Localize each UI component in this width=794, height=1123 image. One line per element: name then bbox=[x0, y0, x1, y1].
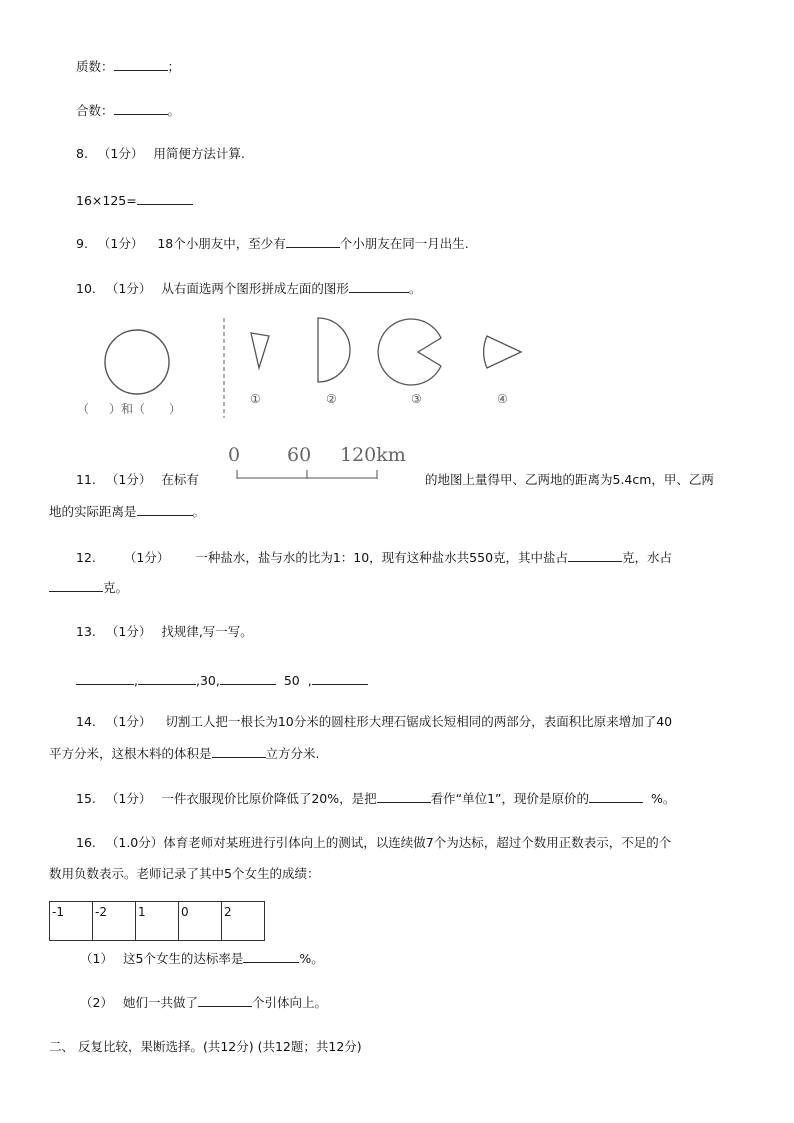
question-number: 13. bbox=[76, 624, 96, 639]
target-circle-shape bbox=[105, 330, 169, 394]
q13-sep-2: , bbox=[195, 673, 200, 688]
sub-question-text: 这5个女生的达标率是 bbox=[122, 951, 244, 966]
question-score: （1分） bbox=[97, 146, 144, 161]
sub-question-label: （2） bbox=[80, 995, 113, 1010]
score-cell: 0 bbox=[179, 902, 222, 941]
question-12 bbox=[76, 549, 672, 566]
composite-answer-blank[interactable] bbox=[114, 102, 168, 115]
q7-prime-line bbox=[76, 58, 180, 75]
question-13 bbox=[76, 624, 253, 640]
question-number: 16. bbox=[76, 835, 96, 850]
q11-answer-blank[interactable] bbox=[137, 503, 193, 516]
score-cell: 1 bbox=[136, 902, 179, 941]
question-text: 平方分米，这根木料的体积是 bbox=[49, 746, 212, 761]
sub-question-label: （1） bbox=[80, 951, 113, 966]
q13-value-30: 30, bbox=[199, 673, 220, 688]
q15-unit-blank[interactable] bbox=[377, 790, 431, 803]
question-text-end: 克。 bbox=[103, 580, 129, 595]
pacman-shape-3 bbox=[378, 319, 441, 385]
shape-label-1: ① bbox=[250, 392, 261, 406]
question-text: 找规律,写一写。 bbox=[161, 624, 253, 639]
q13-sep-1: , bbox=[134, 673, 138, 688]
question-score: （1分） bbox=[105, 472, 152, 487]
score-cell: -2 bbox=[93, 902, 136, 941]
question-text: 数用负数表示。老师记录了其中5个女生的成绩： bbox=[49, 866, 320, 881]
question-score: （1分） bbox=[123, 550, 170, 565]
question-text: 18个小朋友中，至少有 bbox=[157, 236, 286, 251]
shape-label-4: ④ bbox=[497, 392, 508, 406]
q7-composite-line bbox=[76, 102, 180, 119]
q12-water-blank[interactable] bbox=[49, 579, 103, 592]
q13-sep-3: , bbox=[307, 673, 312, 688]
q13-sequence-line bbox=[76, 672, 368, 689]
q14-answer-blank[interactable] bbox=[212, 745, 266, 758]
q9-answer-blank[interactable] bbox=[286, 235, 340, 248]
question-text-end: 立方分米. bbox=[265, 746, 320, 761]
question-14 bbox=[76, 714, 672, 730]
composite-label: 合数： bbox=[76, 103, 114, 118]
semicircle-shape-2 bbox=[318, 318, 350, 382]
question-text: 在标有 bbox=[161, 472, 199, 487]
question-number: 12. bbox=[76, 550, 96, 565]
sector-shape-1 bbox=[251, 333, 269, 368]
q16-sub1 bbox=[80, 950, 324, 967]
scale-tick-60: 60 bbox=[287, 444, 312, 466]
table-row bbox=[50, 902, 265, 941]
q13-blank-2[interactable] bbox=[138, 672, 196, 685]
shape-label-3: ③ bbox=[411, 392, 422, 406]
q12-salt-blank[interactable] bbox=[568, 549, 622, 562]
q16-rate-blank[interactable] bbox=[243, 950, 299, 963]
question-10 bbox=[76, 280, 421, 297]
scale-tick-120km: 120km bbox=[340, 444, 406, 466]
question-text: 从右面选两个图形拼成左面的图形 bbox=[161, 281, 349, 296]
question-text: 切割工人把一根长为10分米的圆柱形大理石锯成长短相同的两部分，表面积比原来增加了40 bbox=[165, 714, 673, 729]
score-cell: -1 bbox=[50, 902, 93, 941]
question-16-line2 bbox=[49, 866, 319, 882]
q8-expression: 16×125= bbox=[76, 193, 137, 208]
sub-question-text: 她们一共做了 bbox=[122, 995, 198, 1010]
question-11 bbox=[76, 472, 199, 488]
question-score: （1.0分） bbox=[105, 835, 164, 850]
question-text: 的地图上量得甲、乙两地的距离为5.4cm，甲、乙两 bbox=[425, 472, 714, 487]
question-text: 一种盐水，盐与水的比为1：10，现有这种盐水共550克，其中盐占 bbox=[195, 550, 569, 565]
question-number: 8. bbox=[76, 146, 88, 161]
question-number: 14. bbox=[76, 714, 96, 729]
q13-blank-4[interactable] bbox=[312, 672, 368, 685]
q8-expression-line bbox=[76, 192, 193, 209]
question-text-end: 。 bbox=[408, 281, 422, 296]
question-score: （1分） bbox=[105, 714, 152, 729]
sector-shape-4 bbox=[484, 336, 521, 368]
prime-end: ； bbox=[167, 59, 181, 74]
q13-value-50: 50 bbox=[283, 673, 300, 688]
question-text-mid: 克，水占 bbox=[622, 550, 673, 565]
question-9 bbox=[76, 235, 469, 252]
q13-blank-1[interactable] bbox=[76, 672, 134, 685]
question-number: 9. bbox=[76, 236, 88, 251]
question-15 bbox=[76, 790, 675, 807]
question-text: 地的实际距离是 bbox=[49, 504, 137, 519]
question-16 bbox=[76, 835, 671, 851]
question-number: 15. bbox=[76, 791, 96, 806]
question-number: 11. bbox=[76, 472, 96, 487]
q15-percent-blank[interactable] bbox=[589, 790, 643, 803]
prime-label: 质数： bbox=[76, 59, 114, 74]
q13-blank-3[interactable] bbox=[220, 672, 276, 685]
question-text-mid: 看作“单位1”，现价是原价的 bbox=[430, 791, 590, 806]
composite-end: 。 bbox=[167, 103, 181, 118]
q10-answer-label: （ ）和（ ） bbox=[77, 402, 182, 416]
question-text-end: 个小朋友在同一月出生. bbox=[339, 236, 469, 251]
question-text: 体育老师对某班进行引体向上的测试，以连续做7个为达标，超过个数用正数表示，不足的个 bbox=[163, 835, 672, 850]
question-number: 10. bbox=[76, 281, 96, 296]
section-2-heading: 二、 反复比较，果断选择。(共12分) (共12题；共12分) bbox=[49, 1039, 362, 1054]
shape-label-2: ② bbox=[326, 392, 337, 406]
question-score: （1分） bbox=[105, 791, 152, 806]
question-text-end: 。 bbox=[192, 504, 206, 519]
scale-tick-0: 0 bbox=[228, 444, 241, 466]
q16-sub2 bbox=[80, 994, 327, 1011]
question-score: （1分） bbox=[105, 624, 152, 639]
question-12-line2 bbox=[49, 579, 128, 596]
question-14-line2 bbox=[49, 745, 320, 762]
sub-question-end: %。 bbox=[299, 951, 324, 966]
question-text-end: %。 bbox=[651, 791, 676, 806]
q16-total-blank[interactable] bbox=[198, 994, 252, 1007]
score-cell: 2 bbox=[222, 902, 265, 941]
question-text: 一件衣服现价比原价降低了20%，是把 bbox=[161, 791, 377, 806]
prime-answer-blank[interactable] bbox=[114, 58, 168, 71]
question-score: （1分） bbox=[105, 281, 152, 296]
question-score: （1分） bbox=[97, 236, 144, 251]
question-text: 用简便方法计算. bbox=[153, 146, 245, 161]
question-11-cont bbox=[425, 472, 714, 488]
question-11-line2 bbox=[49, 503, 205, 520]
question-8 bbox=[76, 146, 245, 162]
q8-answer-blank[interactable] bbox=[137, 192, 193, 205]
sub-question-end: 个引体向上。 bbox=[251, 995, 327, 1010]
scores-table bbox=[49, 901, 265, 941]
q10-answer-blank[interactable] bbox=[349, 280, 409, 293]
